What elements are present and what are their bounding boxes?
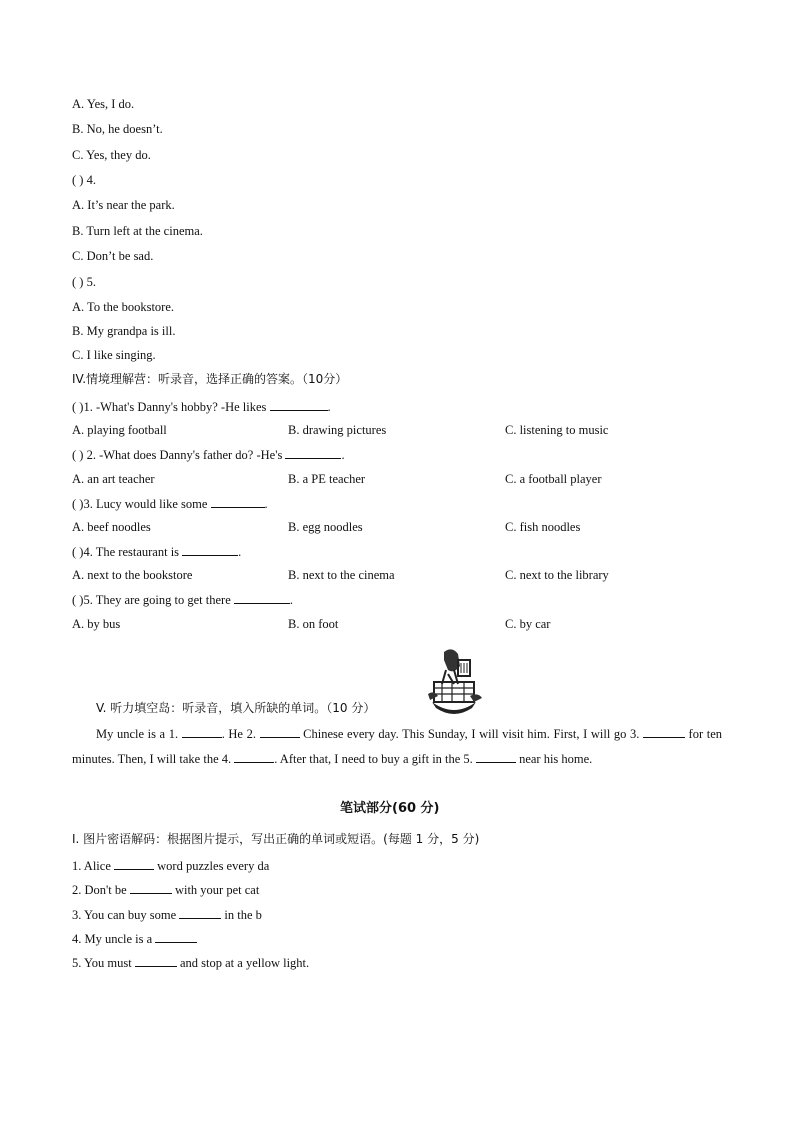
blank-3[interactable]	[643, 725, 685, 738]
s4-q5-option-c: C. by car	[505, 617, 551, 631]
section-4-title: IV.情境理解营：听录音，选择正确的答案。（10分）	[72, 372, 348, 386]
s4-question-5: ( )5. They are going to get there .	[72, 593, 293, 607]
s4-question-1: ( )1. -What's Danny's hobby? -He likes .	[72, 400, 331, 414]
woodcut-illustration	[424, 644, 484, 716]
answer-blank[interactable]	[130, 881, 172, 894]
s4-q1-option-b: B. drawing pictures	[288, 423, 387, 437]
option-3b: B. No, he doesn’t.	[72, 122, 163, 136]
s4-q4-option-a: A. next to the bookstore	[72, 568, 193, 582]
written-section-1-title: I. 图片密语解码：根据图片提示，写出正确的单词或短语。(每题 1 分，5 分)	[72, 832, 480, 846]
answer-blank[interactable]	[285, 446, 341, 459]
blank-5[interactable]	[476, 750, 516, 763]
s4-q2-option-b: B. a PE teacher	[288, 472, 366, 486]
answer-blank[interactable]	[135, 954, 177, 967]
s4-q2-option-a: A. an art teacher	[72, 472, 155, 486]
s4-question-3: ( )3. Lucy would like some .	[72, 497, 268, 511]
s4-q1-option-a: A. playing football	[72, 423, 167, 437]
answer-blank[interactable]	[179, 906, 221, 919]
section-5-title: V. 听力填空岛：听录音，填入所缺的单词。（10 分）	[96, 701, 376, 715]
question-4: ( ) 4.	[72, 173, 96, 187]
written-item-5: 5. You must and stop at a yellow light.	[72, 956, 310, 970]
option-3c: C. Yes, they do.	[72, 148, 151, 162]
answer-blank[interactable]	[270, 398, 328, 411]
answer-blank[interactable]	[155, 930, 197, 943]
option-4b: B. Turn left at the cinema.	[72, 224, 203, 238]
answer-blank[interactable]	[114, 857, 154, 870]
s4-q5-option-b: B. on foot	[288, 617, 339, 631]
option-4c: C. Don’t be sad.	[72, 249, 154, 263]
question-5: ( ) 5.	[72, 275, 96, 289]
s4-q3-option-b: B. egg noodles	[288, 520, 363, 534]
s4-q1-option-c: C. listening to music	[505, 423, 609, 437]
written-item-3: 3. You can buy some in the b	[72, 908, 262, 922]
section-5-paragraph: My uncle is a 1. . He 2. Chinese every day. This Sunday, I will visit him. First, I will go 3. for ten minutes. Then, I will take the 4. . After that, I need to buy a gift in the 5. near his home.	[72, 727, 722, 766]
option-5b: B. My grandpa is ill.	[72, 324, 176, 338]
blank-4[interactable]	[234, 750, 274, 763]
s4-question-4: ( )4. The restaurant is .	[72, 545, 242, 559]
written-item-2: 2. Don't be with your pet cat	[72, 883, 260, 897]
s4-q5-option-a: A. by bus	[72, 617, 121, 631]
s4-q4-option-c: C. next to the library	[505, 568, 609, 582]
s4-q4-option-b: B. next to the cinema	[288, 568, 395, 582]
answer-blank[interactable]	[182, 543, 238, 556]
option-5a: A. To the bookstore.	[72, 300, 175, 314]
s4-q2-option-c: C. a football player	[505, 472, 602, 486]
option-4a: A. It’s near the park.	[72, 198, 175, 212]
s4-q3-option-a: A. beef noodles	[72, 520, 151, 534]
option-3a: A. Yes, I do.	[72, 97, 135, 111]
answer-blank[interactable]	[234, 591, 290, 604]
written-item-4: 4. My uncle is a	[72, 930, 197, 947]
answer-blank[interactable]	[211, 495, 265, 508]
s4-q3-option-c: C. fish noodles	[505, 520, 581, 534]
written-item-1: 1. Alice word puzzles every da	[72, 859, 270, 873]
written-part-heading: 笔试部分(60 分)	[340, 801, 440, 816]
blank-2[interactable]	[260, 725, 300, 738]
option-5c: C. I like singing.	[72, 348, 156, 362]
s4-question-2: ( ) 2. -What does Danny's father do? -He's .	[72, 448, 345, 462]
blank-1[interactable]	[182, 725, 222, 738]
